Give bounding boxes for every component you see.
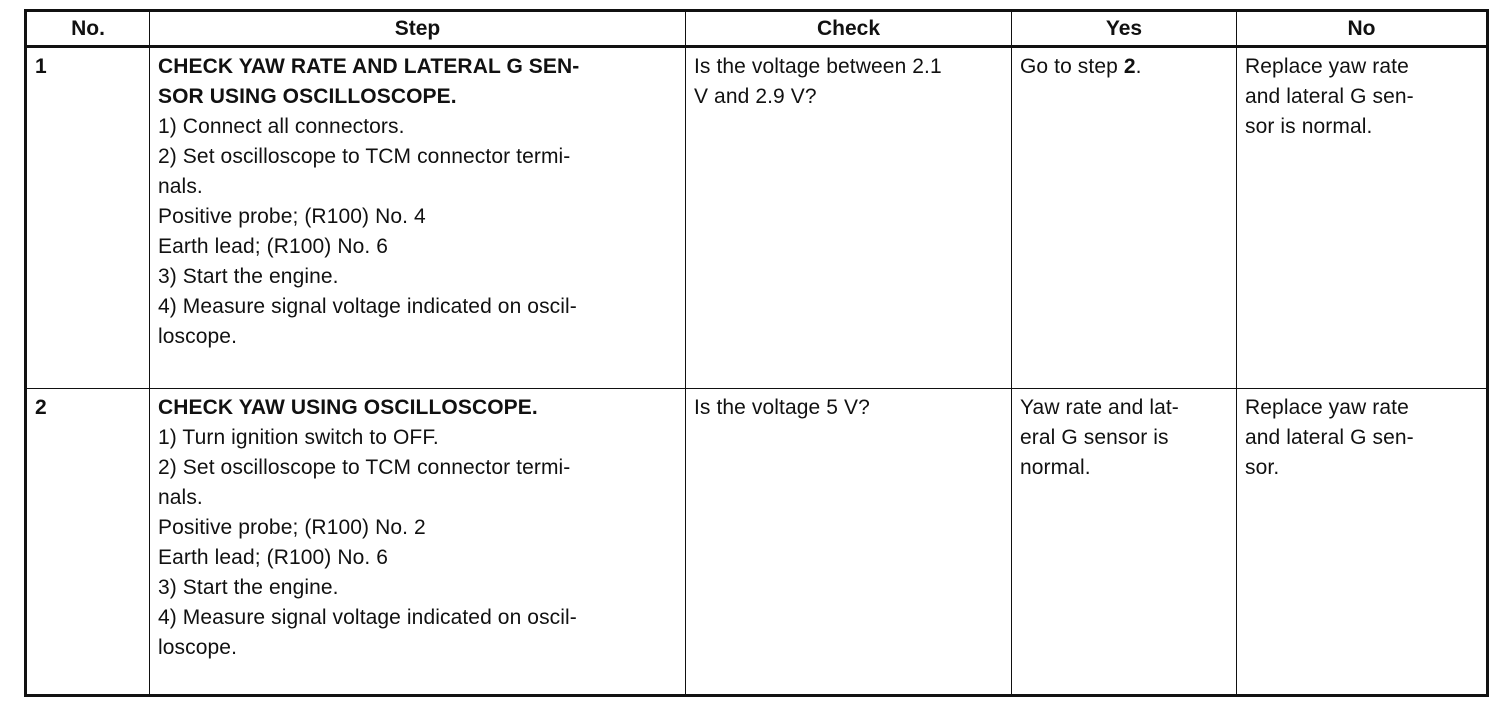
header-yes: Yes bbox=[1012, 11, 1237, 47]
step-title-line: CHECK YAW RATE AND LATERAL G SEN- bbox=[158, 55, 580, 78]
step-instruction: Positive probe; (R100) No. 4 bbox=[158, 205, 426, 228]
header-row bbox=[26, 11, 1488, 47]
step-instruction: 2) Set oscilloscope to TCM connector termi- bbox=[158, 145, 571, 168]
header-no-result: No bbox=[1237, 11, 1488, 47]
step-number: 1 bbox=[26, 47, 150, 389]
step-title-line: CHECK YAW USING OSCILLOSCOPE. bbox=[158, 396, 538, 419]
step-instruction: 2) Set oscilloscope to TCM connector termi- bbox=[158, 456, 571, 479]
step-instruction: nals. bbox=[158, 175, 203, 198]
step-instruction: Positive probe; (R100) No. 2 bbox=[158, 516, 426, 539]
no-result-line: and lateral G sen- bbox=[1245, 85, 1414, 108]
check-cell bbox=[686, 47, 1012, 389]
no-result-line: Replace yaw rate bbox=[1245, 396, 1409, 419]
yes-cell bbox=[1012, 47, 1237, 389]
step-instruction: Earth lead; (R100) No. 6 bbox=[158, 235, 389, 258]
step-instruction: Earth lead; (R100) No. 6 bbox=[158, 546, 389, 569]
step-instruction: nals. bbox=[158, 486, 203, 509]
check-text-line: Is the voltage 5 V? bbox=[694, 396, 870, 419]
step-number: 2 bbox=[26, 389, 150, 696]
yes-result-line: normal. bbox=[1020, 456, 1091, 479]
step-instruction: 4) Measure signal voltage indicated on oscil- bbox=[158, 606, 577, 629]
no-result-line: and lateral G sen- bbox=[1245, 426, 1414, 449]
step-title-line: SOR USING OSCILLOSCOPE. bbox=[158, 85, 457, 108]
check-cell bbox=[686, 389, 1012, 696]
table-row bbox=[26, 389, 1488, 696]
step-instruction: 3) Start the engine. bbox=[158, 265, 339, 288]
yes-text: Go to step bbox=[1020, 55, 1124, 78]
header-no: No. bbox=[26, 11, 150, 47]
table-row bbox=[26, 47, 1488, 389]
no-result-cell bbox=[1237, 389, 1488, 696]
header-check: Check bbox=[686, 11, 1012, 47]
no-result-cell bbox=[1237, 47, 1488, 389]
yes-step-number: 2 bbox=[1123, 55, 1136, 78]
yes-result-line: Yaw rate and lat- bbox=[1020, 396, 1179, 419]
no-result-line: sor. bbox=[1245, 456, 1280, 479]
step-instruction: 1) Turn ignition switch to OFF. bbox=[158, 426, 439, 449]
no-result-line: Replace yaw rate bbox=[1245, 55, 1409, 78]
step-instruction: loscope. bbox=[158, 325, 238, 348]
step-cell bbox=[150, 47, 686, 389]
step-instruction: 4) Measure signal voltage indicated on oscil- bbox=[158, 295, 577, 318]
yes-cell bbox=[1012, 389, 1237, 696]
check-text-line: Is the voltage between 2.1 bbox=[694, 55, 942, 78]
step-cell bbox=[150, 389, 686, 696]
yes-result-line: eral G sensor is bbox=[1020, 426, 1169, 449]
diagnostic-table bbox=[24, 9, 1489, 697]
check-text-line: V and 2.9 V? bbox=[694, 85, 817, 108]
yes-text-end: . bbox=[1135, 55, 1142, 78]
no-result-line: sor is normal. bbox=[1245, 115, 1373, 138]
header-step: Step bbox=[150, 11, 686, 47]
step-instruction: loscope. bbox=[158, 636, 238, 659]
step-instruction: 1) Connect all connectors. bbox=[158, 115, 405, 138]
step-instruction: 3) Start the engine. bbox=[158, 576, 339, 599]
